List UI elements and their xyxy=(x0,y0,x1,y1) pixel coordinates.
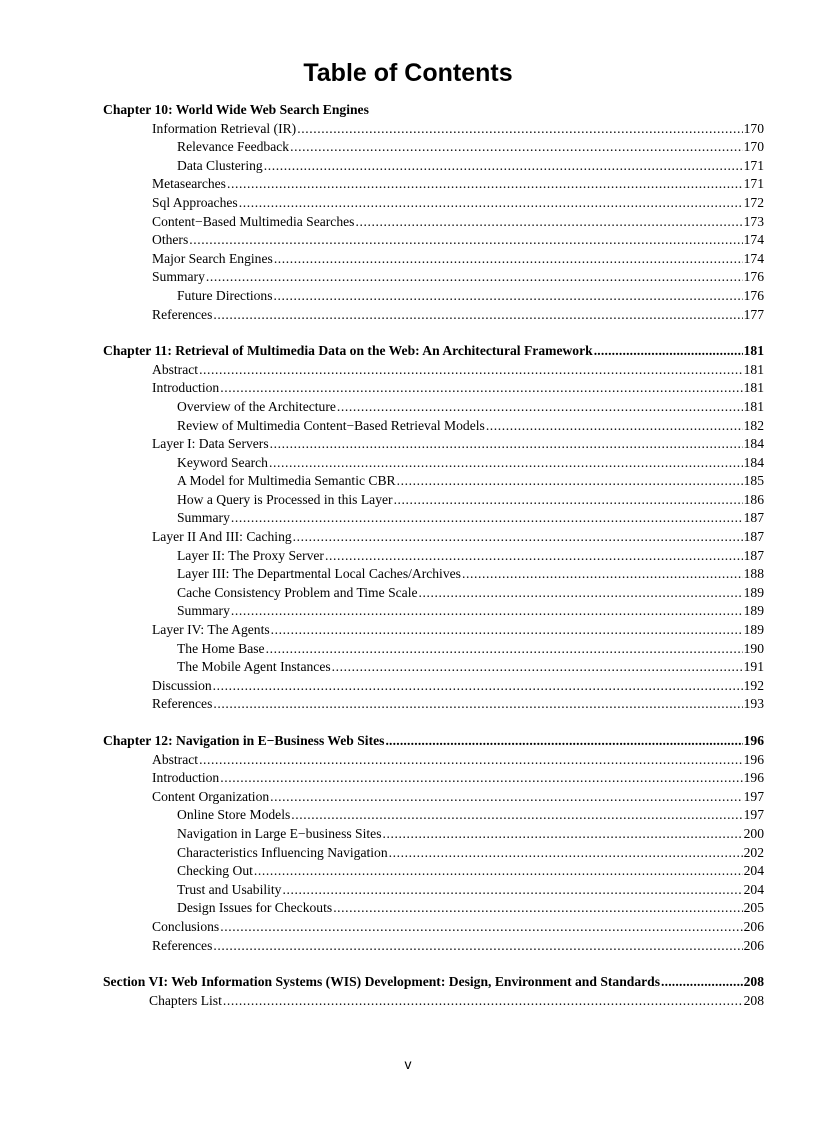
entry-title: Sql Approaches xyxy=(152,194,238,210)
toc-entry[interactable] xyxy=(103,194,764,213)
entry-page-number: 206 xyxy=(743,937,764,953)
chapter-heading[interactable] xyxy=(103,732,764,751)
entry-page-number: 176 xyxy=(743,269,764,285)
toc-entry[interactable] xyxy=(103,769,764,788)
entry-title: Layer II: The Proxy Server xyxy=(177,547,324,563)
entry-page-number: 197 xyxy=(743,788,764,804)
dot-leader xyxy=(397,472,743,491)
entry-title: A Model for Multimedia Semantic CBR xyxy=(177,473,396,489)
entry-page-number: 187 xyxy=(743,529,764,545)
entry-page-number: 206 xyxy=(743,918,764,934)
entry-title: Content Organization xyxy=(152,788,270,804)
entry-title: Abstract xyxy=(152,361,199,377)
toc-entry[interactable] xyxy=(103,417,764,436)
dot-leader xyxy=(266,640,743,659)
dot-leader xyxy=(264,157,743,176)
entry-title: Chapter 12: Navigation in E−Business Web Sites xyxy=(103,733,385,748)
entry-title: Summary xyxy=(177,603,230,619)
entry-page-number: 186 xyxy=(743,491,764,507)
entry-page-number: 172 xyxy=(743,194,764,210)
entry-page-number: 196 xyxy=(743,770,764,786)
entry-page-number: 196 xyxy=(743,751,764,767)
dot-leader xyxy=(223,992,743,1011)
dot-leader xyxy=(383,825,743,844)
dot-leader xyxy=(332,658,743,677)
dot-leader xyxy=(213,306,742,325)
entry-title: Information Retrieval (IR) xyxy=(152,120,297,136)
entry-page-number: 197 xyxy=(743,807,764,823)
entry-page-number: 171 xyxy=(743,176,764,192)
dot-leader xyxy=(385,732,742,751)
entry-title: Characteristics Influencing Navigation xyxy=(177,844,388,860)
entry-page-number: 170 xyxy=(743,120,764,136)
entry-title: Relevance Feedback xyxy=(177,139,290,155)
dot-leader xyxy=(270,788,742,807)
dot-leader xyxy=(274,287,743,306)
toc-entry[interactable] xyxy=(103,175,764,194)
dot-leader xyxy=(290,138,743,157)
entry-page-number: 185 xyxy=(743,473,764,489)
toc-entry[interactable] xyxy=(103,491,764,510)
toc-entry[interactable] xyxy=(103,602,764,621)
entry-title: References xyxy=(152,937,213,953)
entry-title: References xyxy=(152,696,213,712)
entry-page-number: 174 xyxy=(743,250,764,266)
entry-page-number: 202 xyxy=(743,844,764,860)
dot-leader xyxy=(355,213,742,232)
entry-title: Review of Multimedia Content−Based Retrieval Models xyxy=(177,417,485,433)
entry-page-number: 204 xyxy=(743,863,764,879)
dot-leader xyxy=(594,342,743,361)
entry-page-number: 181 xyxy=(743,398,764,414)
entry-page-number: 177 xyxy=(743,306,764,322)
dot-leader xyxy=(199,361,743,380)
dot-leader xyxy=(462,565,743,584)
entry-title: Introduction xyxy=(152,770,220,786)
entry-page-number: 205 xyxy=(743,900,764,916)
entry-page-number: 204 xyxy=(743,881,764,897)
dot-leader xyxy=(291,806,742,825)
entry-title: Future Directions xyxy=(177,287,273,303)
entry-title: Discussion xyxy=(152,677,212,693)
dot-leader xyxy=(270,435,743,454)
table-of-contents xyxy=(103,101,764,1010)
toc-entry[interactable] xyxy=(103,844,764,863)
dot-leader xyxy=(227,175,743,194)
dot-leader xyxy=(271,621,743,640)
entry-page-number: 187 xyxy=(743,547,764,563)
entry-title: Chapter 10: World Wide Web Search Engines xyxy=(103,102,369,117)
toc-entry[interactable] xyxy=(103,565,764,584)
dot-leader xyxy=(389,844,743,863)
entry-title: Data Clustering xyxy=(177,157,263,173)
toc-entry[interactable] xyxy=(103,306,764,325)
toc-entry[interactable] xyxy=(103,250,764,269)
entry-title: Others xyxy=(152,232,189,248)
entry-page-number: 181 xyxy=(743,343,764,359)
toc-entry[interactable] xyxy=(103,435,764,454)
dot-leader xyxy=(231,509,743,528)
toc-entry[interactable] xyxy=(103,695,764,714)
entry-title: Summary xyxy=(152,269,205,285)
toc-entry[interactable] xyxy=(103,528,764,547)
dot-leader xyxy=(274,250,743,269)
toc-entry[interactable] xyxy=(103,138,764,157)
dot-leader xyxy=(394,491,743,510)
entry-title: Trust and Usability xyxy=(177,881,282,897)
dot-leader xyxy=(189,231,742,250)
dot-leader xyxy=(213,695,742,714)
entry-title: Layer III: The Departmental Local Caches/Archives xyxy=(177,566,461,582)
entry-page-number: 189 xyxy=(743,603,764,619)
entry-page-number: 170 xyxy=(743,139,764,155)
dot-leader xyxy=(231,602,743,621)
toc-entry[interactable] xyxy=(103,881,764,900)
entry-page-number: 184 xyxy=(743,454,764,470)
toc-entry[interactable] xyxy=(103,472,764,491)
dot-leader xyxy=(220,918,742,937)
entry-title: Navigation in Large E−business Sites xyxy=(177,825,382,841)
entry-title: Checking Out xyxy=(177,863,253,879)
dot-leader xyxy=(337,398,743,417)
entry-title: Chapters List xyxy=(149,992,222,1008)
entry-title: Introduction xyxy=(152,380,220,396)
dot-leader xyxy=(213,677,743,696)
entry-title: Keyword Search xyxy=(177,454,268,470)
toc-entry[interactable] xyxy=(103,658,764,677)
entry-page-number: 182 xyxy=(743,417,764,433)
entry-title: Section VI: Web Information Systems (WIS) Development: Design, Environment and Standards xyxy=(103,974,661,990)
page-title: Table of Contents xyxy=(303,59,513,87)
entry-page-number: 176 xyxy=(743,287,764,303)
chapter-heading[interactable] xyxy=(103,101,764,120)
entry-title: Design Issues for Checkouts xyxy=(177,900,333,916)
toc-entry[interactable] xyxy=(103,287,764,306)
toc-entry[interactable] xyxy=(103,157,764,176)
entry-title: Chapter 11: Retrieval of Multimedia Data on the Web: An Architectural Framework xyxy=(103,343,593,359)
entry-page-number: 184 xyxy=(743,436,764,452)
toc-entry[interactable] xyxy=(103,547,764,566)
entry-title: Layer I: Data Servers xyxy=(152,436,269,452)
entry-page-number: 181 xyxy=(743,380,764,396)
toc-entry[interactable] xyxy=(103,509,764,528)
dot-leader xyxy=(486,417,743,436)
toc-entry[interactable] xyxy=(103,937,764,956)
dot-leader xyxy=(419,584,743,603)
dot-leader xyxy=(206,268,743,287)
toc-entry[interactable] xyxy=(103,677,764,696)
entry-page-number: 187 xyxy=(743,510,764,526)
entry-title: The Mobile Agent Instances xyxy=(177,659,331,675)
toc-entry[interactable] xyxy=(103,806,764,825)
entry-page-number: 190 xyxy=(743,640,764,656)
entry-page-number: 188 xyxy=(743,566,764,582)
dot-leader xyxy=(254,862,743,881)
toc-entry[interactable] xyxy=(103,120,764,139)
dot-leader xyxy=(239,194,743,213)
entry-title: Major Search Engines xyxy=(152,250,273,266)
toc-entry[interactable] xyxy=(103,379,764,398)
toc-entry[interactable] xyxy=(103,621,764,640)
entry-title: References xyxy=(152,306,213,322)
dot-leader xyxy=(269,454,743,473)
entry-title: Overview of the Architecture xyxy=(177,398,336,414)
dot-leader xyxy=(213,937,742,956)
entry-page-number: 200 xyxy=(743,825,764,841)
entry-title: Layer IV: The Agents xyxy=(152,622,270,638)
toc-entry[interactable] xyxy=(103,584,764,603)
toc-entry[interactable] xyxy=(103,918,764,937)
dot-leader xyxy=(199,751,743,770)
toc-entry[interactable] xyxy=(103,751,764,770)
entry-title: Layer II And III: Caching xyxy=(152,529,292,545)
entry-page-number: 189 xyxy=(743,584,764,600)
entry-page-number: 191 xyxy=(743,659,764,675)
entry-title: Metasearches xyxy=(152,176,226,192)
entry-page-number: 171 xyxy=(743,157,764,173)
entry-page-number: 208 xyxy=(743,992,764,1008)
entry-page-number: 174 xyxy=(743,232,764,248)
toc-entry[interactable] xyxy=(103,398,764,417)
dot-leader xyxy=(220,769,742,788)
toc-entry[interactable] xyxy=(103,992,764,1011)
toc-entry[interactable] xyxy=(103,454,764,473)
toc-entry[interactable] xyxy=(103,213,764,232)
entry-title: Conclusions xyxy=(152,918,220,934)
entry-title: The Home Base xyxy=(177,640,265,656)
dot-leader xyxy=(220,379,742,398)
dot-leader xyxy=(661,973,743,992)
toc-entry[interactable] xyxy=(103,640,764,659)
dot-leader xyxy=(325,547,743,566)
toc-entry[interactable] xyxy=(103,862,764,881)
entry-title: Online Store Models xyxy=(177,807,291,823)
toc-entry[interactable] xyxy=(103,268,764,287)
entry-page-number: 181 xyxy=(743,361,764,377)
entry-page-number: 192 xyxy=(743,677,764,693)
chapter-heading[interactable] xyxy=(103,342,764,361)
toc-entry[interactable] xyxy=(103,788,764,807)
toc-entry[interactable] xyxy=(103,825,764,844)
entry-page-number: 196 xyxy=(743,733,764,748)
entry-title: Cache Consistency Problem and Time Scale xyxy=(177,584,418,600)
entry-title: Summary xyxy=(177,510,230,526)
chapter-heading[interactable] xyxy=(103,973,764,992)
entry-page-number: 173 xyxy=(743,213,764,229)
toc-entry[interactable] xyxy=(103,361,764,380)
toc-entry[interactable] xyxy=(103,231,764,250)
entry-title: Abstract xyxy=(152,751,199,767)
entry-title: Content−Based Multimedia Searches xyxy=(152,213,355,229)
dot-leader xyxy=(297,120,742,139)
dot-leader xyxy=(282,881,742,900)
entry-page-number: 193 xyxy=(743,696,764,712)
entry-page-number: 208 xyxy=(743,974,764,990)
toc-entry[interactable] xyxy=(103,899,764,918)
entry-title: How a Query is Processed in this Layer xyxy=(177,491,393,507)
page-number: v xyxy=(404,1056,412,1072)
entry-page-number: 189 xyxy=(743,622,764,638)
dot-leader xyxy=(293,528,743,547)
dot-leader xyxy=(333,899,742,918)
